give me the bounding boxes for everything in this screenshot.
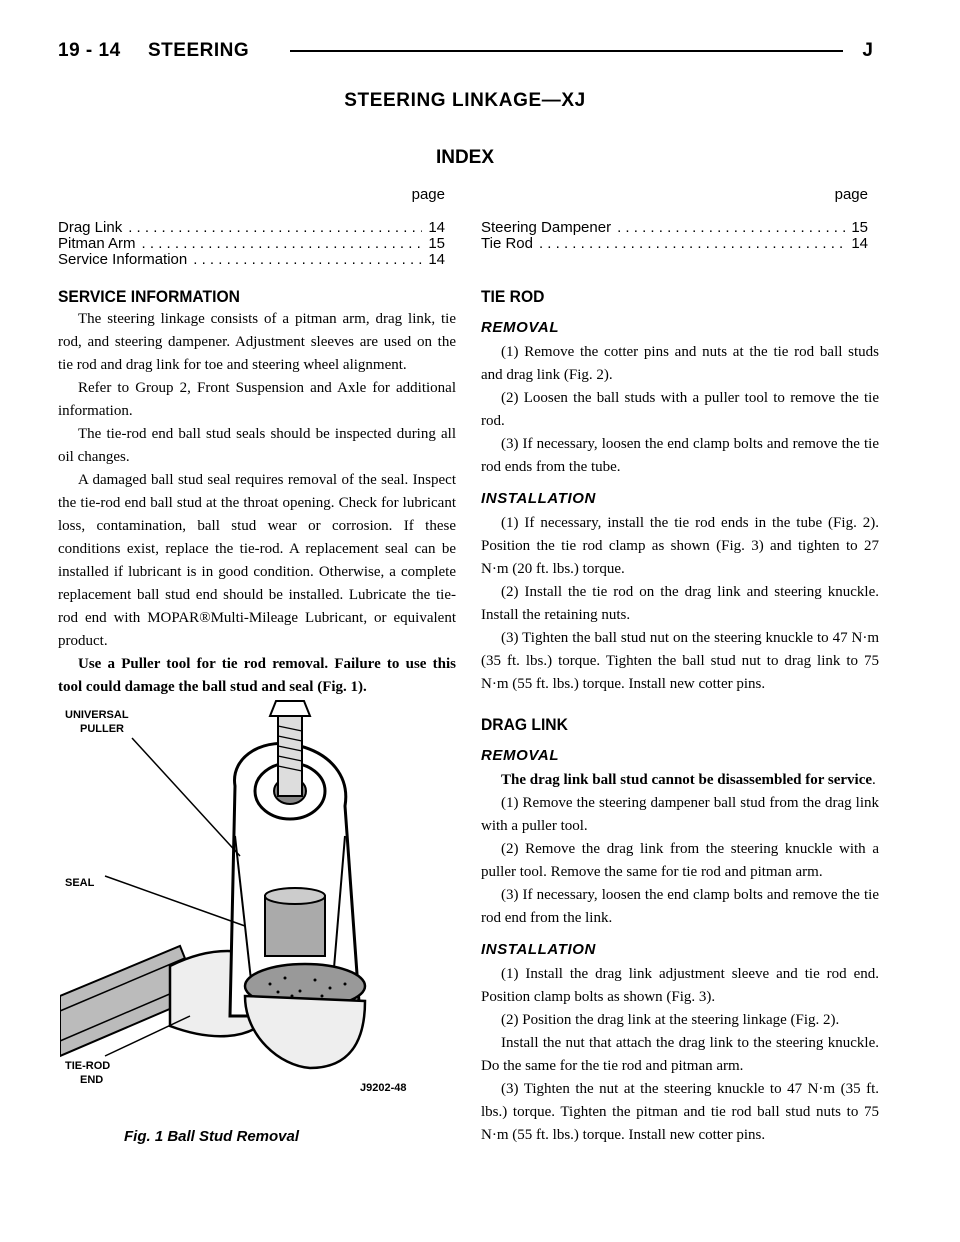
index-left-column: [58, 186, 445, 268]
tie-rod-end-label: TIE-ROD: [65, 1060, 111, 1072]
index-entry-page: 15: [428, 235, 445, 252]
section-name: STEERING: [148, 40, 250, 61]
index-entry[interactable]: [58, 252, 445, 268]
step: (2) Install the tie rod on the drag link and steering knuckle. Install the retaining nuts.: [481, 584, 879, 623]
step: Install the nut that attach the drag link to the steering knuckle. Do the same for the tie rod and pitman arm.: [481, 1035, 879, 1074]
installation-heading: INSTALLATION: [481, 941, 596, 958]
page-header: [58, 40, 873, 70]
paragraph: The tie-rod end ball stud seals should be inspected during all oil changes.: [58, 426, 456, 465]
installation-heading: INSTALLATION: [481, 490, 596, 507]
step: (1) Install the drag link adjustment sleeve and tie rod end. Position clamp bolts as shown (Fig. 3).: [481, 966, 879, 1005]
service-info-heading: SERVICE INFORMATION: [58, 287, 240, 306]
index-entry-page: 14: [428, 251, 445, 268]
index-entry-page: 14: [851, 235, 868, 252]
index-entry-name: Steering Dampener: [481, 219, 612, 236]
index-entry-name: Tie Rod: [481, 235, 533, 252]
step: (2) Remove the drag link from the steering knuckle with a puller tool. Remove the same for tie rod and pitman arm.: [481, 841, 879, 880]
figure-caption: Fig. 1 Ball Stud Removal: [124, 1128, 300, 1145]
step: (1) If necessary, install the tie rod ends in the tube (Fig. 2). Position the tie rod clamp as shown (Fig. 3) and tighten to 27 N·m (20 ft. lbs.) torque.: [481, 515, 879, 577]
seal-label: SEAL: [65, 877, 95, 889]
index-entry-page: 15: [851, 219, 868, 236]
tie-rod-end-label-2: END: [80, 1074, 104, 1086]
step: (3) If necessary, loosen the end clamp bolts and remove the tie rod end from the link.: [481, 887, 879, 926]
index-entry-name: Drag Link: [58, 219, 123, 236]
page-number: 19 - 14: [58, 40, 121, 61]
left-column: [58, 286, 456, 699]
step: (2) Loosen the ball studs with a puller tool to remove the tie rod.: [481, 390, 879, 429]
removal-heading: REMOVAL: [481, 747, 560, 764]
index-entry[interactable]: [481, 236, 868, 252]
step: (3) Tighten the ball stud nut on the steering knuckle to 47 N·m (35 ft. lbs.) torque. Tighten the ball stud nut to drag link to 75 N·m (55 ft. lbs.) torque. Install new cotter pins.: [481, 630, 879, 692]
index-right-column: [481, 186, 868, 252]
tie-rod-heading: TIE ROD: [481, 287, 545, 306]
drag-link-heading: DRAG LINK: [481, 715, 568, 734]
index-entry[interactable]: [58, 236, 445, 252]
paragraph: The steering linkage consists of a pitman arm, drag link, tie rod, and steering dampener. Adjustment sleeves are used on the tie rod and drag link for toe and steering wheel alignment.: [58, 311, 456, 373]
ball-stud-removal-figure: [60, 696, 450, 1136]
index-page-label: page: [411, 186, 445, 203]
index-entry-name: Pitman Arm: [58, 235, 136, 252]
right-column: [481, 286, 879, 1147]
note-end: .: [872, 772, 876, 788]
header-rule: [290, 50, 843, 52]
step: (3) If necessary, loosen the end clamp bolts and remove the tie rod ends from the tube.: [481, 436, 879, 475]
step: (3) Tighten the nut at the steering knuckle to 47 N·m (35 ft. lbs.) torque. Tighten the pitman and tie rod ball stud nuts to 75 N·m (55 ft. lbs.) torque. Install new cotter pins.: [481, 1081, 879, 1143]
index-entry[interactable]: [481, 220, 868, 236]
index-heading: INDEX: [435, 147, 495, 168]
note: [481, 769, 879, 792]
step: (1) Remove the cotter pins and nuts at the tie rod ball studs and drag link (Fig. 2).: [481, 344, 879, 383]
index-entry-name: Service Information: [58, 251, 188, 268]
removal-heading: REMOVAL: [481, 319, 560, 336]
warning-paragraph: Use a Puller tool for tie rod removal. Failure to use this tool could damage the ball stud and seal (Fig. 1).: [58, 656, 456, 695]
figure-code: J9202-48: [360, 1082, 407, 1094]
model-code: J: [862, 40, 873, 61]
paragraph: Refer to Group 2, Front Suspension and Axle for additional information.: [58, 380, 456, 419]
index-entry[interactable]: [58, 220, 445, 236]
step: (1) Remove the steering dampener ball stud from the drag link with a puller tool.: [481, 795, 879, 834]
note-bold: The drag link ball stud cannot be disassembled for service: [501, 772, 873, 788]
index-page-label: page: [834, 186, 868, 203]
universal-puller-label-2: PULLER: [80, 723, 124, 735]
index-entry-page: 14: [428, 219, 445, 236]
step: (2) Position the drag link at the steering linkage (Fig. 2).: [501, 1012, 840, 1028]
page-title: STEERING LINKAGE—XJ: [344, 90, 586, 111]
universal-puller-label: UNIVERSAL: [65, 709, 129, 721]
paragraph: A damaged ball stud seal requires removal of the seal. Inspect the tie-rod end ball stud at the throat opening. Check for lubricant loss, contamination, ball stud wear or corrosion. If these conditions exist, replace the tie-rod. A replacement seal can be installed if lubricant is in good condition. Otherwise, a complete replacement ball stud end should be installed. Lubricate the tie-rod end with MOPAR®Multi-Mileage Lubricant, or equivalent product.: [58, 472, 456, 649]
